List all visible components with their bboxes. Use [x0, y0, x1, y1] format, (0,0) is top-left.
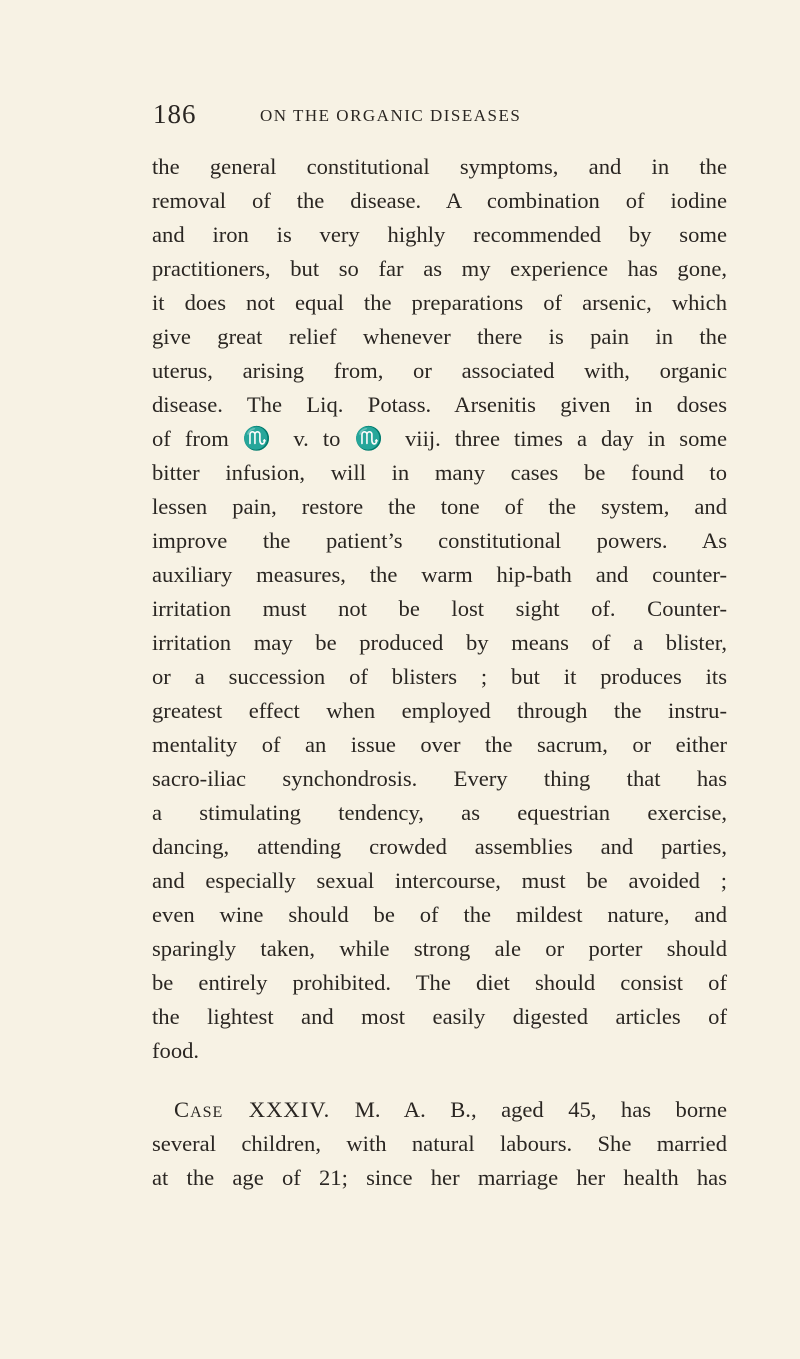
paragraph-2	[152, 1093, 727, 1195]
text-line: or a succession of blisters ; but it produces its	[152, 664, 727, 689]
text-line: of from ♏ v. to ♏ viij. three times a day in some	[152, 426, 727, 451]
text-line: irritation must not be lost sight of. Counter-	[152, 596, 727, 621]
text-line: improve the patient’s constitutional powers. As	[152, 528, 727, 553]
text-line: practitioners, but so far as my experience has gone,	[152, 256, 727, 281]
text-line: bitter infusion, will in many cases be found to	[152, 460, 727, 485]
text-line: sacro-iliac synchondrosis. Every thing that has	[152, 766, 727, 791]
text-line: even wine should be of the mildest nature, and	[152, 902, 727, 927]
text-line: be entirely prohibited. The diet should consist of	[152, 970, 727, 995]
body-text	[152, 150, 727, 1195]
text-line: at the age of 21; since her marriage her health has	[152, 1165, 727, 1190]
text-line: mentality of an issue over the sacrum, or either	[152, 732, 727, 757]
text-line: sparingly taken, while strong ale or porter should	[152, 936, 727, 961]
text-line: and especially sexual intercourse, must be avoided ;	[152, 868, 727, 893]
text-line: food.	[152, 1038, 200, 1063]
text-line: a stimulating tendency, as equestrian exercise,	[152, 800, 727, 825]
case-label: Case XXXIV.	[174, 1097, 331, 1122]
text-line	[152, 1093, 727, 1127]
text-line: it does not equal the preparations of arsenic, which	[152, 290, 727, 315]
text-line: give great relief whenever there is pain in the	[152, 324, 727, 349]
text-line: disease. The Liq. Potass. Arsenitis given in doses	[152, 392, 727, 417]
paragraph-1	[152, 150, 727, 1068]
text-line: dancing, attending crowded assemblies and parties,	[152, 834, 727, 859]
text-line: the lightest and most easily digested articles of	[152, 1004, 727, 1029]
text-line: several children, with natural labours. She married	[152, 1131, 727, 1156]
text-line: and iron is very highly recommended by some	[152, 222, 727, 247]
page-number: 186	[153, 99, 197, 129]
running-head: ON THE ORGANIC DISEASES	[260, 106, 522, 125]
text-line: uterus, arising from, or associated with, organic	[152, 358, 727, 383]
text-line: lessen pain, restore the tone of the system, and	[152, 494, 727, 519]
text-line: auxiliary measures, the warm hip-bath and counter-	[152, 562, 727, 587]
case-line-text: M. A. B., aged 45, has borne	[354, 1097, 727, 1122]
text-line: greatest effect when employed through the instru-	[152, 698, 727, 723]
text-line: removal of the disease. A combination of iodine	[152, 188, 727, 213]
text-line: the general constitutional symptoms, and in the	[152, 154, 727, 179]
text-line: irritation may be produced by means of a blister,	[152, 630, 727, 655]
